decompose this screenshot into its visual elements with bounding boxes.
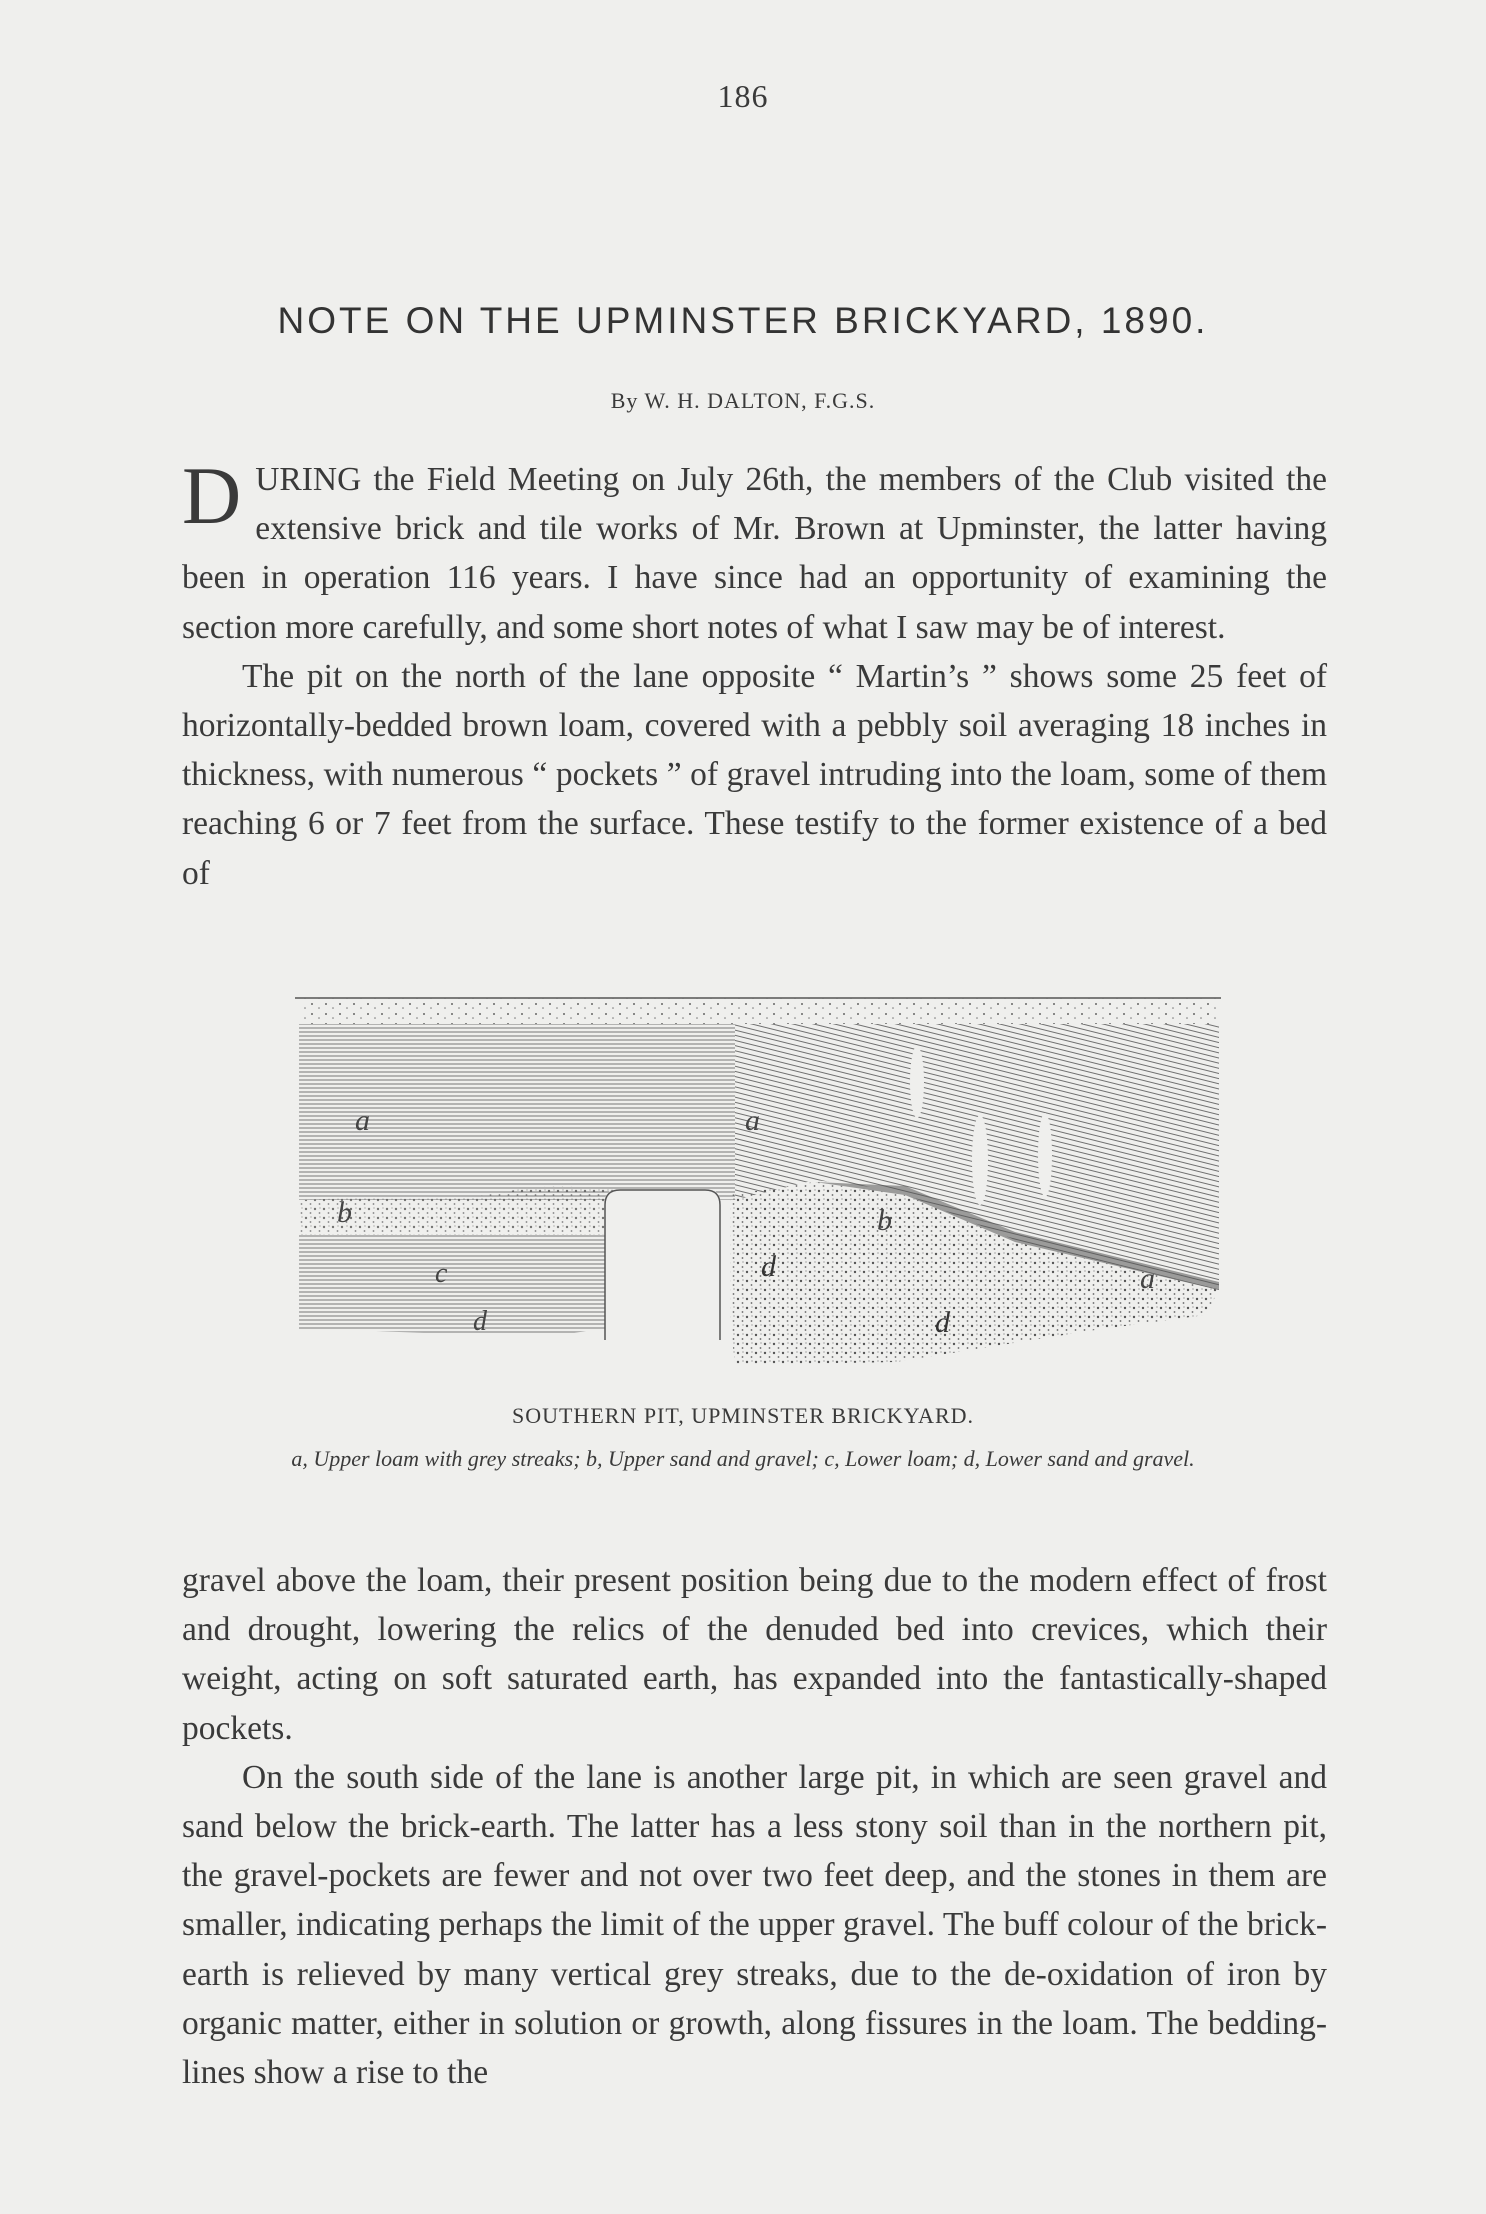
grey-streak-1 <box>910 1046 924 1118</box>
paragraph-1 <box>182 450 1327 652</box>
section-figure <box>295 990 1225 1370</box>
paragraph-3: gravel above the loam, their present position being due to the modern effect of frost and drought, lowering the relics of the denuded bed into crevices, which their weight, acting on soft saturated earth, has expanded into the fantastically-shaped pockets. <box>182 1562 1327 1747</box>
label-d-low: d <box>473 1306 487 1337</box>
paragraph-4: On the south side of the lane is another large pit, in which are seen gravel and sand below the brick-earth. The latter has a less stony soil than in the northern pit, the gravel-pockets are fewer and not over two feet deep, and the stones in them are smaller, indicating perhaps the limit of the upper gravel. The buff colour of the brick-earth is relieved by many vertical grey streaks, due to the de-oxidation of iron by organic matter, either in solution or growth, along fissures in the loam. The bedding-lines show a rise to the <box>182 1758 1327 2092</box>
grey-streak-2 <box>972 1115 988 1205</box>
page-number: 186 <box>717 78 769 114</box>
label-d-mid: d <box>761 1250 776 1283</box>
soil-band <box>299 998 1219 1024</box>
pit-opening <box>605 1190 720 1340</box>
label-c: c <box>435 1258 448 1289</box>
body-text-top <box>182 450 1327 898</box>
paragraph-2: The pit on the north of the lane opposite “ Martin’s ” shows some 25 feet of horizontally-bedded brown loam, covered with a pebbly soil averaging 18 inches in thickness, with numerous “ pockets ” of gravel intruding into the loam, some of them reaching 6 or 7 feet from the surface. These testify to the former existence of a bed of <box>182 657 1327 892</box>
figure-caption-text: a, Upper loam with grey streaks; b, Upper sand and gravel; c, Lower loam; d, Lower sand and gravel. <box>291 1446 1195 1471</box>
drop-cap: D <box>182 450 242 541</box>
label-a-right: a <box>1140 1262 1155 1295</box>
grey-streak-3 <box>1038 1113 1052 1197</box>
label-a-left: a <box>355 1104 370 1137</box>
byline: By W. H. DALTON, F.G.S. <box>610 388 876 413</box>
label-b-right: b <box>877 1204 892 1237</box>
paragraph-1-text: URING the Field Meeting on July 26th, the members of the Club visited the extensive brick and tile works of Mr. Brown at Upminster, the latter having been in operation 116 years. I have since had an opportunity of examining the section more carefully, and some short notes of what I saw may be of interest. <box>182 461 1327 646</box>
label-a-center: a <box>745 1104 760 1137</box>
figure-caption-title: SOUTHERN PIT, UPMINSTER BRICKYARD. <box>511 1403 975 1428</box>
article-title: NOTE ON THE UPMINSTER BRICKYARD, 1890. <box>277 300 1209 341</box>
body-text-bottom <box>182 1556 1327 2097</box>
label-b-left: b <box>337 1196 352 1229</box>
label-d-right: d <box>935 1306 950 1339</box>
